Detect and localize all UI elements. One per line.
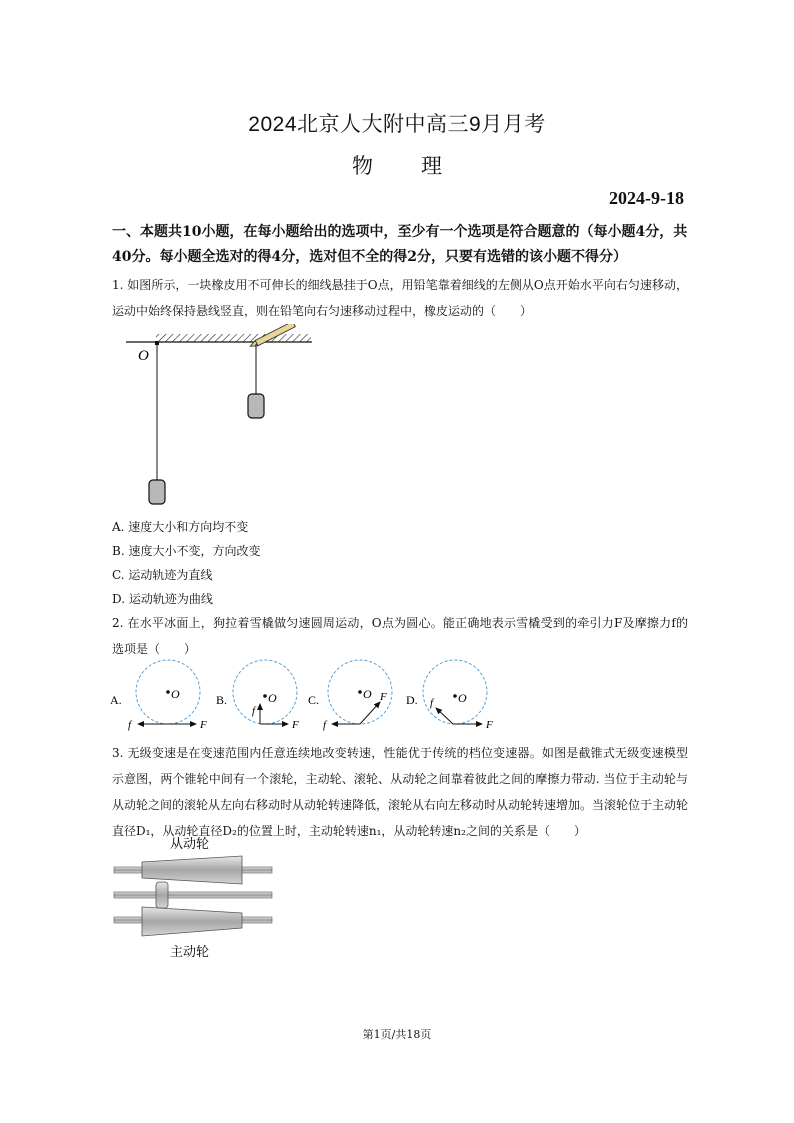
question-1-stem: 1. 如图所示，一块橡皮用不可伸长的细线悬挂于O点，用铅笔靠着细线的左侧从O点开始水平向右匀速移动，运动中始终保持悬线竖直，则在铅笔向右匀速移动过程中，橡皮运动的（ ） [112, 278, 688, 318]
choice-a-F-label: F [200, 719, 207, 731]
choice-c-F-label: F [380, 691, 387, 703]
choice-b-F-label: F [292, 719, 299, 731]
driven-wheel-label: 从动轮 [170, 836, 210, 851]
page-title: 2024北京人大附中高三9月月考 [248, 113, 546, 136]
choice-d-center-label: O [458, 691, 467, 705]
question-1-option-b: B. 速度大小不变，方向改变 [112, 544, 261, 558]
choice-b-f-label: f [252, 705, 256, 717]
question-1-option-d: D. 运动轨迹为曲线 [112, 592, 213, 606]
choice-a-label: A. [110, 693, 122, 707]
choice-c-diagram [308, 660, 392, 731]
choice-b-center-label: O [268, 691, 277, 705]
choice-a-diagram [110, 660, 207, 731]
question-3-figure [110, 834, 280, 964]
choice-c-force-F [360, 702, 380, 724]
driving-wheel-label: 主动轮 [170, 944, 210, 959]
choice-d-label: D. [406, 693, 418, 707]
choice-a-center-label: O [171, 687, 180, 701]
point-o-label: O [138, 348, 149, 364]
roller-wheel [156, 882, 168, 908]
roller-shaft [114, 892, 272, 898]
question-1-figure [112, 324, 322, 510]
question-3-stem: 3. 无级变速是在变速范围内任意连续地改变转速，性能优于传统的档位变速器。如图是截锥式无级变速模型示意图，两个锥轮中间有一个滚轮，主动轮、滚轮、从动轮之间靠着彼此之间的摩擦力带动. 当位于主动轮与从动轮之间的滚轮从左向右移动时从动轮转速降低，滚轮从右向左移动时从动轮转速增加。当滚轮位于主动轮直径D₁，从动轮直径D₂的位置上时，主动轮转速n₁，从动轮转速n₂之间的关系是（ ） [112, 746, 689, 838]
page-footer: 第1页/共18页 [362, 1028, 432, 1041]
choice-c-center-label: O [363, 687, 372, 701]
driven-cone [142, 856, 242, 884]
choice-d-diagram [406, 660, 493, 731]
driving-cone [142, 907, 242, 936]
exam-date: 2024-9-18 [609, 188, 684, 208]
subject-title [0, 150, 794, 180]
eraser-right [248, 394, 264, 418]
choice-d-force-f [436, 708, 453, 724]
question-2-figure [110, 658, 510, 738]
subject-char-1: 物 [352, 155, 373, 178]
question-2-stem: 2. 在水平冰面上，狗拉着雪橇做匀速圆周运动，O点为圆心。能正确地表示雪橇受到的牵引力F及摩擦力f的选项是（ ） [112, 616, 688, 656]
ceiling-hatch [156, 334, 311, 342]
choice-c-label: C. [308, 693, 320, 707]
subject-char-2: 理 [421, 155, 442, 178]
choice-c-f-label: f [323, 719, 327, 731]
choice-a-f-label: f [128, 719, 132, 731]
choice-d-F-label: F [486, 719, 493, 731]
choice-d-f-label: f [430, 697, 434, 709]
question-1-option-a: A. 速度大小和方向均不变 [112, 520, 249, 534]
eraser-left [149, 480, 165, 504]
section-instructions: 一、本题共10小题，在每小题给出的选项中，至少有一个选项是符合题意的（每小题4分，共40分。每小题全选对的得4分，选对但不全的得2分，只要有选错的该小题不得分） [112, 224, 688, 265]
question-1-option-c: C. 运动轨迹为直线 [112, 568, 213, 582]
choice-b-diagram [216, 660, 299, 731]
choice-b-label: B. [216, 693, 228, 707]
